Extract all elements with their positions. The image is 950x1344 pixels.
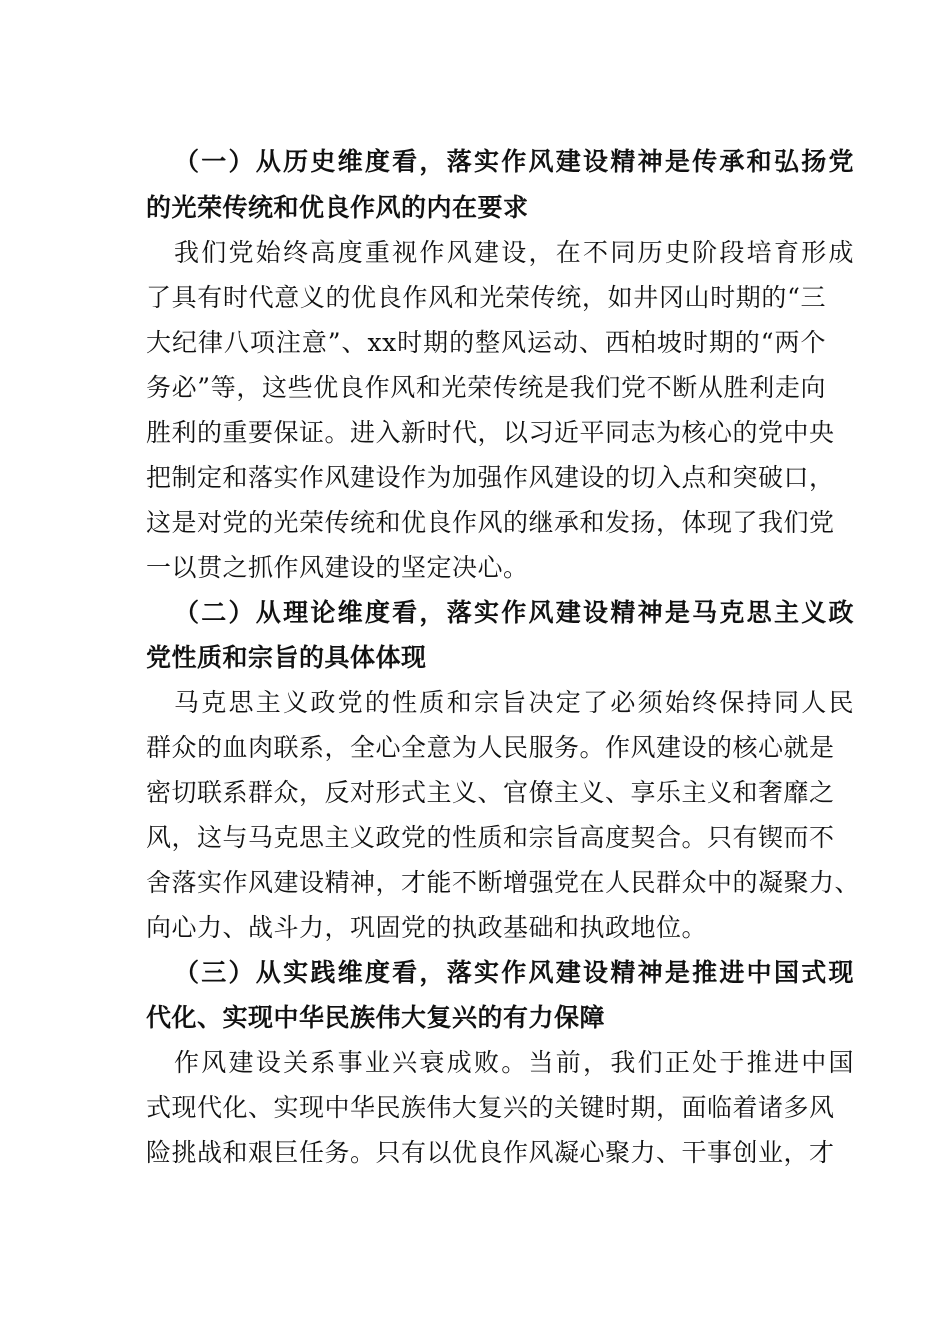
section-1-body-line-5: 胜利的重要保证。进入新时代，以习近平同志为核心的党中央	[146, 418, 835, 447]
section-2-heading-line-2: 党性质和宗旨的具体体现	[146, 643, 427, 672]
section-2-heading-line-1: （二）从理论维度看，落实作风建设精神是马克思主义政	[174, 598, 854, 627]
section-2-body-line-3: 密切联系群众，反对形式主义、官僚主义、享乐主义和奢靡之	[146, 778, 835, 807]
section-3-body-line-2: 式现代化、实现中华民族伟大复兴的关键时期，面临着诸多风	[146, 1093, 835, 1122]
section-3-heading-line-1: （三）从实践维度看，落实作风建设精神是推进中国式现	[174, 958, 854, 987]
section-1-body-line-4: 务必”等，这些优良作风和光荣传统是我们党不断从胜利走向	[146, 373, 826, 402]
section-1-body-line-6: 把制定和落实作风建设作为加强作风建设的切入点和突破口，	[146, 463, 835, 492]
section-3-heading-line-2: 代化、实现中华民族伟大复兴的有力保障	[146, 1003, 606, 1032]
section-1-body-line-1: 我们党始终高度重视作风建设，在不同历史阶段培育形成	[174, 238, 854, 267]
section-3-body-line-1: 作风建设关系事业兴衰成败。当前，我们正处于推进中国	[174, 1048, 854, 1077]
section-2-body-line-1: 马克思主义政党的性质和宗旨决定了必须始终保持同人民	[174, 688, 854, 717]
section-1-body-line-8: 一以贯之抓作风建设的坚定决心。	[146, 553, 529, 582]
section-1-heading-line-1: （一）从历史维度看，落实作风建设精神是传承和弘扬党	[174, 147, 854, 176]
section-2-body-line-2: 群众的血肉联系，全心全意为人民服务。作风建设的核心就是	[146, 733, 835, 762]
section-1-body-line-3: 大纪律八项注意”、xx时期的整风运动、西柏坡时期的“两个	[146, 328, 826, 357]
section-3-body-line-3: 险挑战和艰巨任务。只有以优良作风凝心聚力、干事创业，才	[146, 1138, 835, 1167]
section-1-body-line-2: 了具有时代意义的优良作风和光荣传统，如井冈山时期的“三	[146, 283, 826, 312]
section-2-body-line-6: 向心力、战斗力，巩固党的执政基础和执政地位。	[146, 913, 708, 942]
section-1-heading-line-2: 的光荣传统和优良作风的内在要求	[146, 193, 529, 222]
section-2-body-line-4: 风，这与马克思主义政党的性质和宗旨高度契合。只有锲而不	[146, 823, 835, 852]
section-2-body-line-5: 舍落实作风建设精神，才能不断增强党在人民群众中的凝聚力、	[146, 868, 861, 897]
section-1-body-line-7: 这是对党的光荣传统和优良作风的继承和发扬，体现了我们党	[146, 508, 835, 537]
